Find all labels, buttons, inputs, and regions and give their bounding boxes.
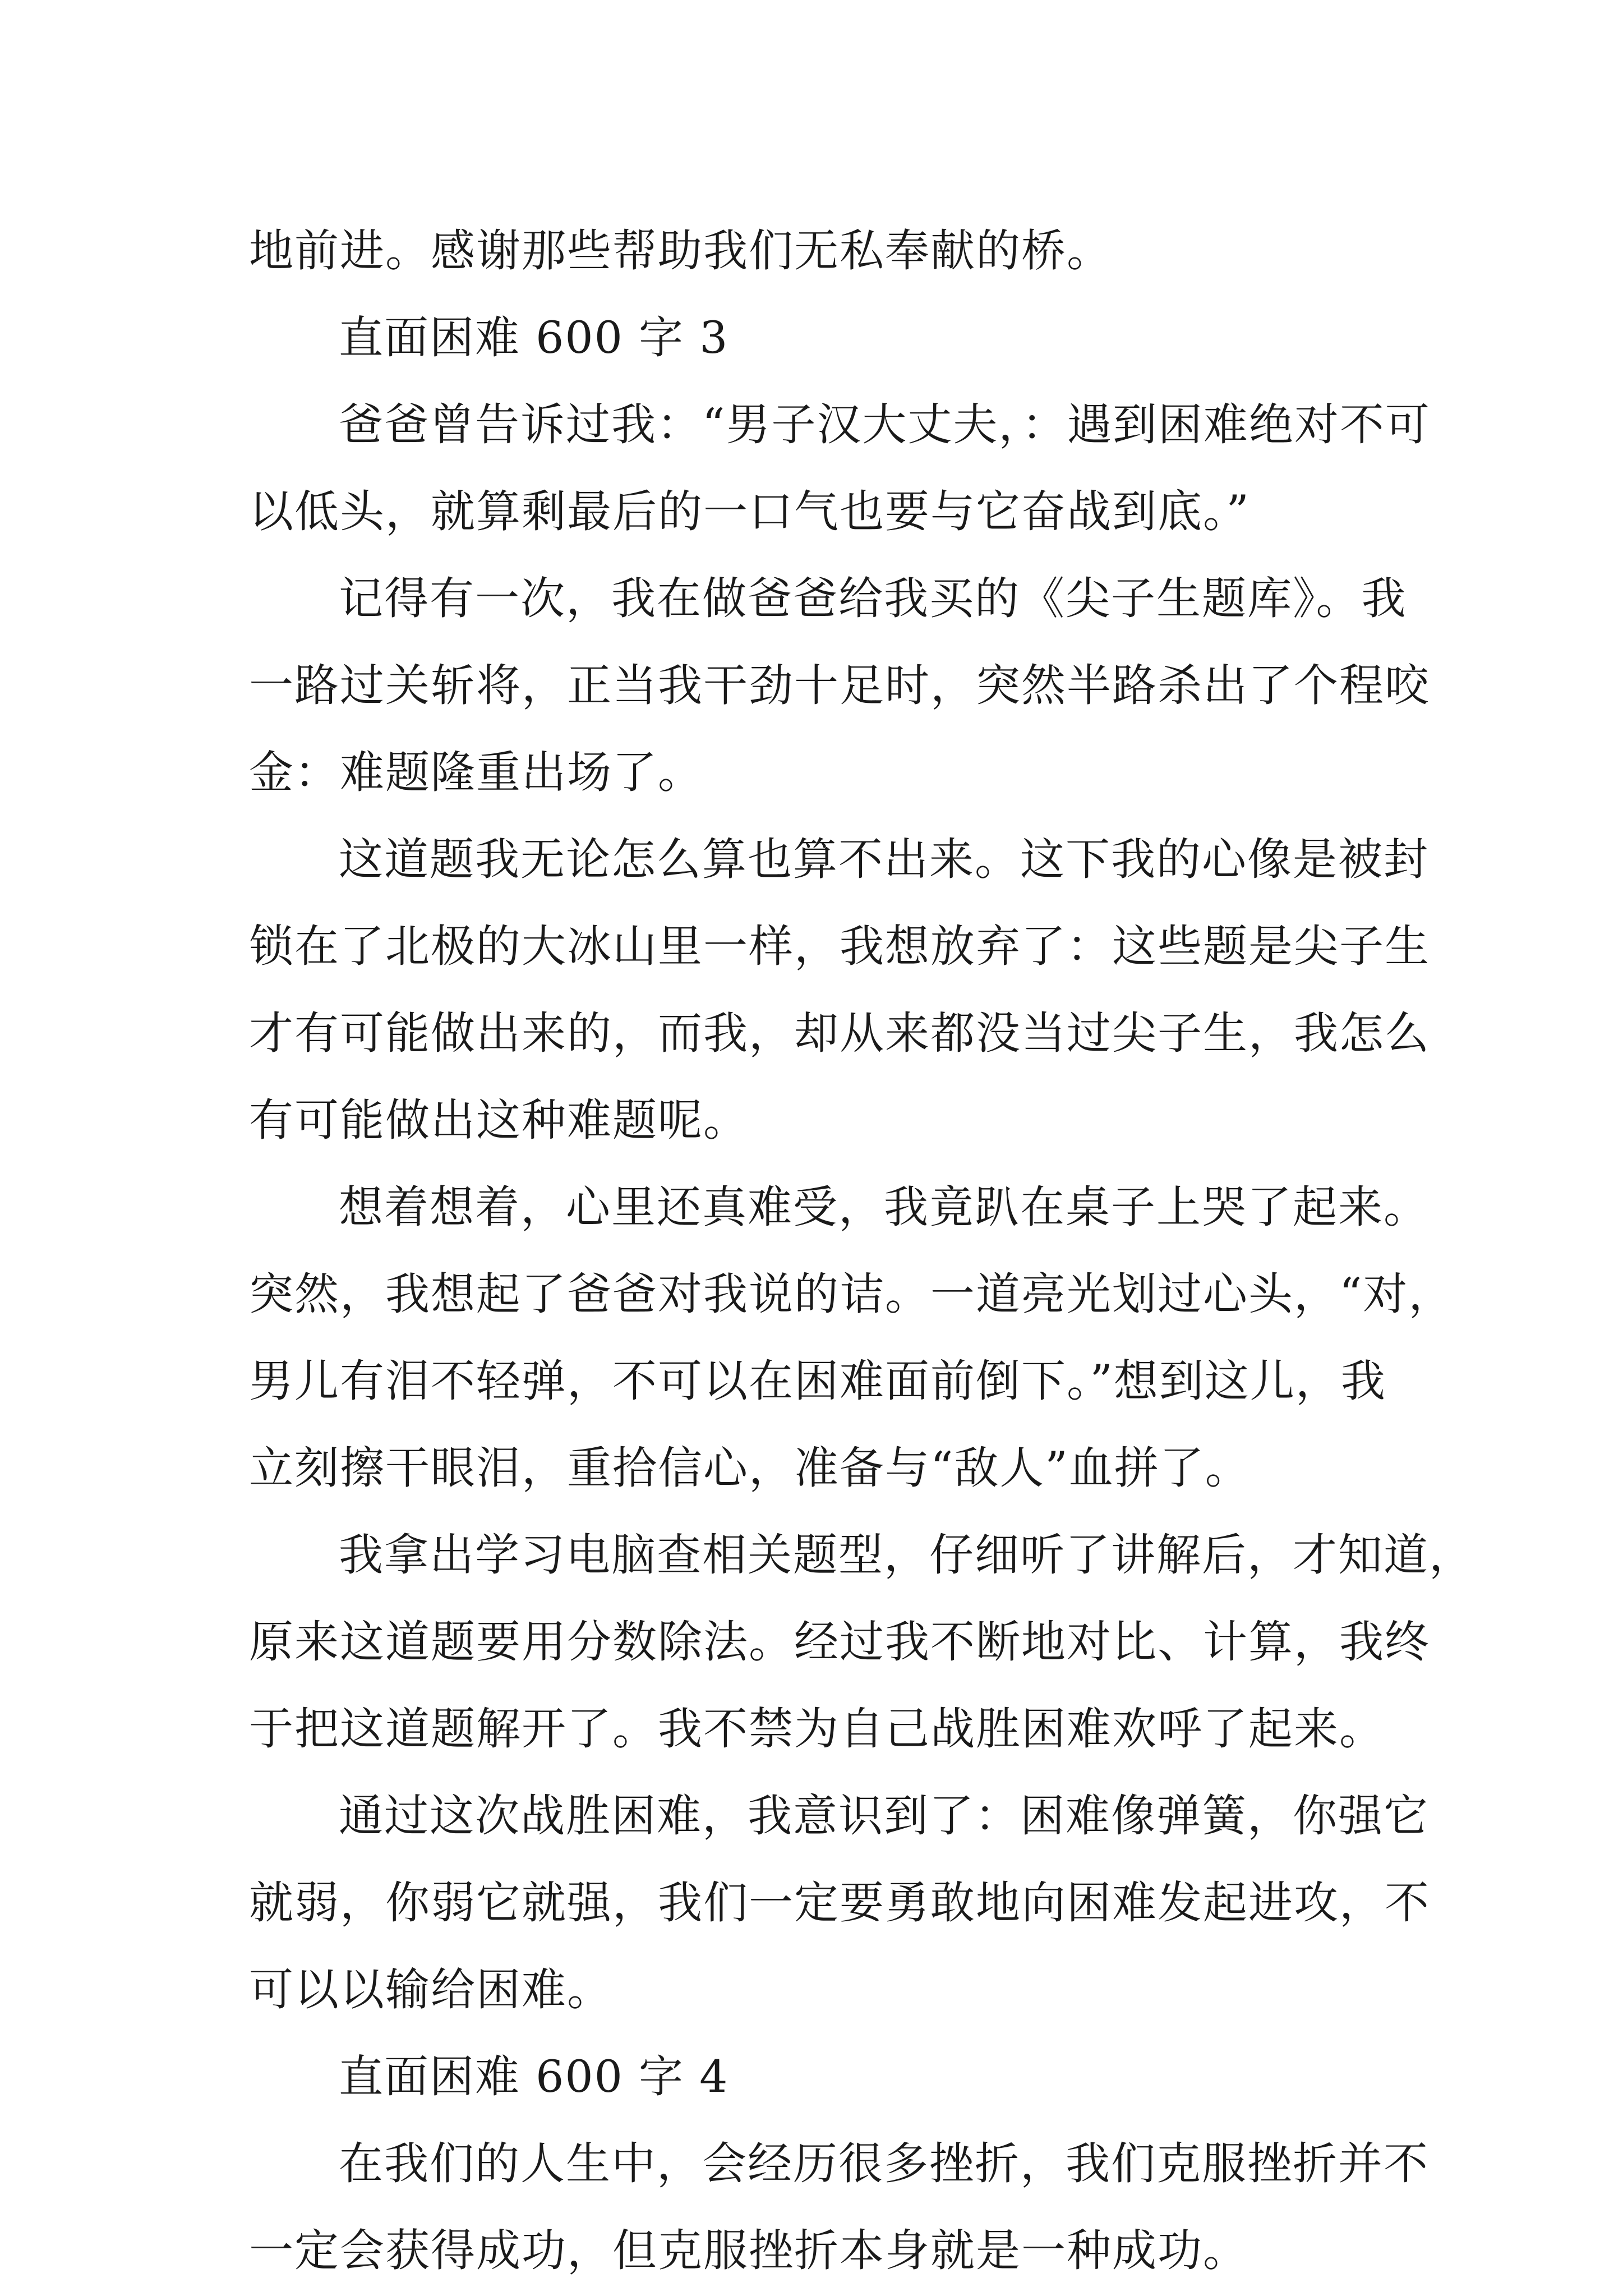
text-line: 记得有一次，我在做爸爸给我买的《尖子生题库》。我 xyxy=(339,573,1407,624)
text-line: 以低头，就算剩最后的一口气也要与它奋战到底。” xyxy=(249,486,1250,537)
text-line: 一定会获得成功，但克服挫折本身就是一种成功。 xyxy=(249,2225,1248,2276)
text-line: 一路过关斩将，正当我干劲十足时，突然半路杀出了个程咬 xyxy=(249,660,1430,711)
document-body xyxy=(249,208,1474,2294)
text-line: 通过这次战胜困难，我意识到了：困难像弹簧，你强它 xyxy=(339,1790,1429,1842)
section-heading: 直面困难 600 字 3 xyxy=(339,312,729,364)
section-heading: 直面困难 600 字 4 xyxy=(339,2051,729,2102)
text-line: 于把这道题解开了。我不禁为自己战胜困难欢呼了起来。 xyxy=(249,1703,1385,1755)
text-line: 原来这道题要用分数除法。经过我不断地对比、计算，我终 xyxy=(249,1616,1430,1668)
text-line: 有可能做出这种难题呢。 xyxy=(249,1094,749,1146)
text-line: 这道题我无论怎么算也算不出来。这下我的心像是被封 xyxy=(339,834,1429,885)
text-line: 想着想着，心里还真难受，我竟趴在桌子上哭了起来。 xyxy=(339,1181,1429,1233)
text-line: 突然，我想起了爸爸对我说的诘。一道亮光划过心头，“对， xyxy=(249,1268,1454,1320)
text-line: 我拿出学习电脑查相关题型，仔细听了讲解后，才知道， xyxy=(339,1529,1474,1581)
text-line: 在我们的人生中，会经历很多挫折，我们克服挫折并不 xyxy=(339,2138,1429,2189)
text-line: 男儿有泪不轻弹，不可以在困难面前倒下。”想到这儿，我 xyxy=(249,1355,1386,1407)
text-line: 金：难题隆重出场了。 xyxy=(249,747,703,798)
text-line: 爸爸曾告诉过我：“男子汉大丈夫，：遇到困难绝对不可 xyxy=(339,399,1431,450)
text-line: 才有可能做出来的，而我，却从来都没当过尖子生，我怎么 xyxy=(249,1007,1430,1059)
text-line: 就弱，你弱它就强，我们一定要勇敢地向困难发起进攻，不 xyxy=(249,1877,1430,1929)
text-line: 可以以输给困难。 xyxy=(249,1964,612,2016)
text-line: 立刻擦干眼泪，重拾信心，准备与“敌人”血拼了。 xyxy=(249,1442,1251,1494)
text-line: 锁在了北极的大冰山里一样，我想放弃了：这些题是尖子生 xyxy=(249,921,1430,972)
text-line: 地前进。感谢那些帮助我们无私奉献的桥。 xyxy=(249,225,1112,277)
